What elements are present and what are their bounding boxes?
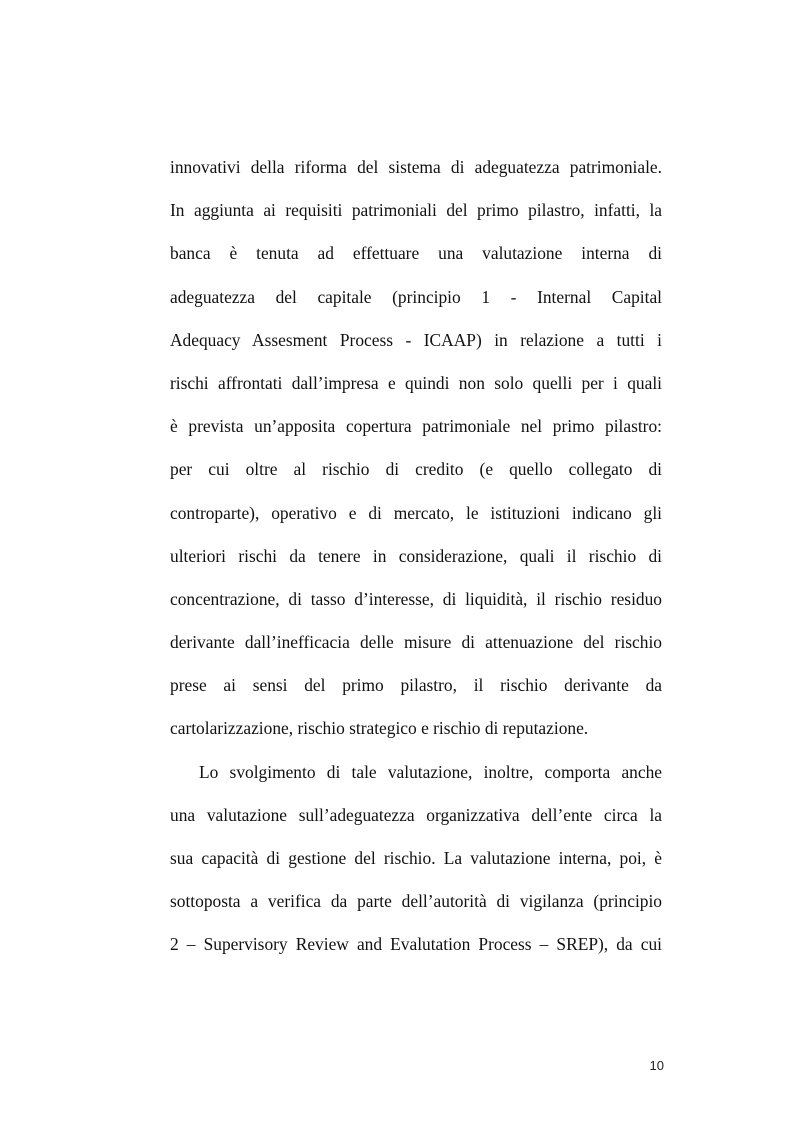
text-line: cartolarizzazione, rischio strategico e rischio di reputazione. xyxy=(170,718,589,739)
text-line: innovativi della riforma del sistema di adeguatezza patrimoniale. xyxy=(170,157,662,177)
text-line: Lo svolgimento di tale valutazione, inoltre, comporta anche xyxy=(199,761,662,782)
text-line: una valutazione sull’adeguatezza organizzativa dell’ente circa la xyxy=(170,804,662,825)
text-line: Adequacy Assesment Process - ICAAP) in relazione a tutti i xyxy=(170,329,662,350)
text-line: In aggiunta ai requisiti patrimoniali del primo pilastro, infatti, la xyxy=(170,200,662,221)
text-line: è prevista un’apposita copertura patrimoniale nel primo pilastro: xyxy=(170,416,662,437)
text-line: banca è tenuta ad effettuare una valutazione interna di xyxy=(170,243,662,264)
page-number: 10 xyxy=(649,1058,664,1073)
body-text xyxy=(170,146,662,967)
text-line: 2 – Supervisory Review and Evalutation Process – SREP), da cui xyxy=(170,934,662,955)
text-line: sua capacità di gestione del rischio. La valutazione interna, poi, è xyxy=(170,848,662,868)
text-line: derivante dall’inefficacia delle misure di attenuazione del rischio xyxy=(170,632,662,653)
text-line: sottoposta a verifica da parte dell’autorità di vigilanza (principio xyxy=(170,891,662,912)
paragraph-2 xyxy=(170,751,662,967)
paragraph-1 xyxy=(170,146,662,751)
text-line: per cui oltre al rischio di credito (e quello collegato di xyxy=(170,459,662,480)
text-line: prese ai sensi del primo pilastro, il rischio derivante da xyxy=(170,675,662,696)
text-line: controparte), operativo e di mercato, le istituzioni indicano gli xyxy=(170,502,662,523)
text-line: concentrazione, di tasso d’interesse, di liquidità, il rischio residuo xyxy=(170,588,662,609)
text-line: ulteriori rischi da tenere in considerazione, quali il rischio di xyxy=(170,545,662,566)
text-line: adeguatezza del capitale (principio 1 - Internal Capital xyxy=(170,286,662,307)
text-line: rischi affrontati dall’impresa e quindi non solo quelli per i quali xyxy=(170,372,662,393)
